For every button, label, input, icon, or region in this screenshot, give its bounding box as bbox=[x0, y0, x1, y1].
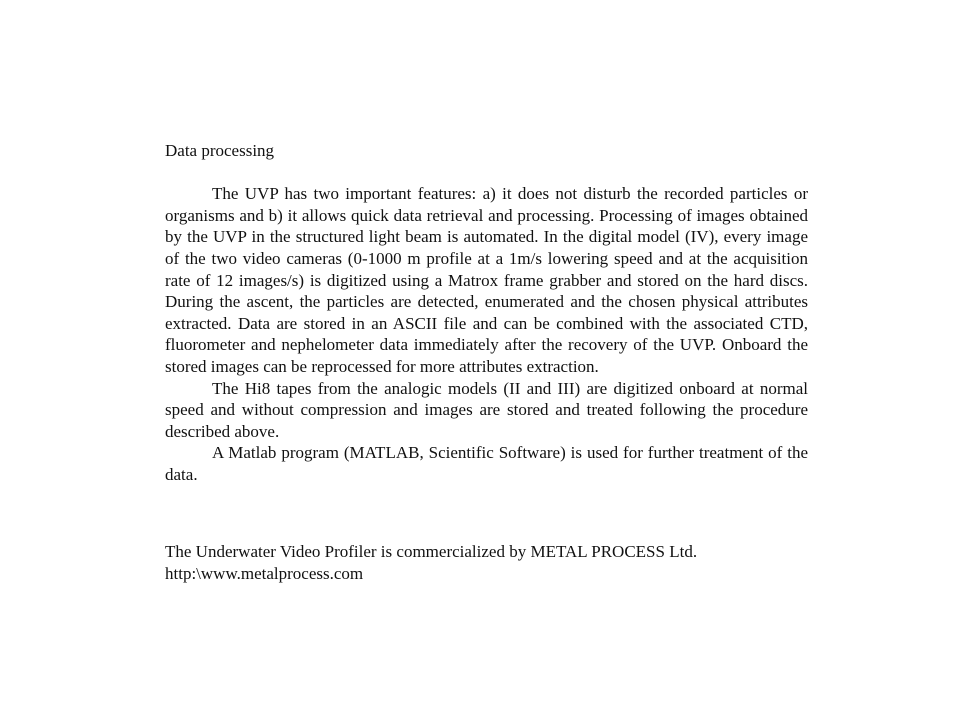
website-link: http:\www.metalprocess.com bbox=[165, 563, 364, 583]
commercial-note: The Underwater Video Profiler is commercialized by METAL PROCESS Ltd. bbox=[165, 542, 698, 561]
paragraph-uvp-features: The UVP has two important features: a) it does not disturb the recorded particles or organisms and b) it allows quick data retrieval and processing. Processing of images obtained by the UVP in the structured light beam is automated. In the digital model (IV), every image of the two video cameras (0-1000 m profile at a 1m/s lowering speed and at the acquisition rate of 12 images/s) is digitized using a Matrox frame grabber and stored on the hard discs. During the ascent, the particles are detected, enumerated and the chosen physical attributes extracted. Data are stored in an ASCII file and can be combined with the associated CTD, fluorometer and nephelometer data immediately after the recovery of the UVP. Onboard the stored images can be reprocessed for more attributes extraction. bbox=[165, 184, 808, 376]
document-body bbox=[165, 140, 808, 486]
section-heading: Data processing bbox=[165, 141, 275, 160]
paragraph-matlab: A Matlab program (MATLAB, Scientific Software) is used for further treatment of the data. bbox=[165, 443, 808, 484]
paragraph-hi8-tapes: The Hi8 tapes from the analogic models (II and III) are digitized onboard at normal speed and without compression and images are stored and treated following the procedure described above. bbox=[165, 378, 808, 441]
footer-note bbox=[165, 541, 845, 584]
